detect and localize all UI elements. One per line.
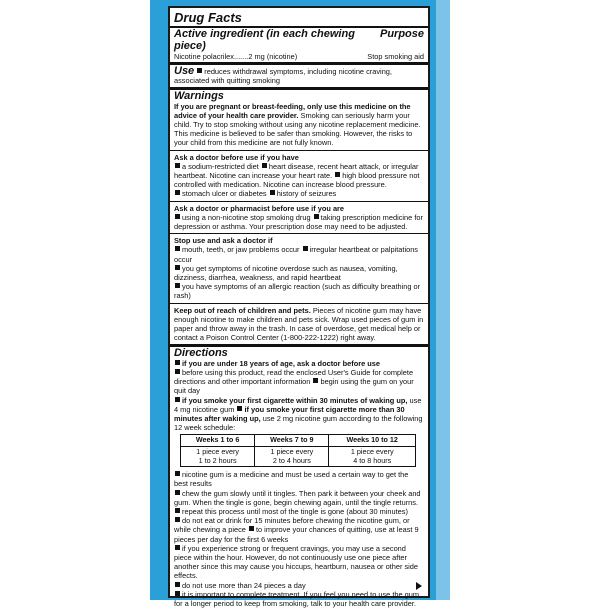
background-left [0, 0, 150, 600]
purpose-text: Stop smoking aid [367, 52, 424, 61]
table-cell [255, 446, 329, 466]
direction-bold: if you smoke your first cigarette within 30 minutes of waking up, [182, 395, 408, 405]
pregnancy-warning-bold: If you are pregnant or breast-feeding, only use this medicine on the advice of your health care provider. [174, 101, 411, 120]
table-header: Weeks 10 to 12 [329, 435, 416, 447]
ask-doctor-item: stomach ulcer or diabetes [182, 189, 267, 199]
direction-item: to improve your chances of quitting, use at least 9 pieces per day for the first 6 weeks [174, 525, 419, 544]
keep-out-text: Pieces of nicotine gum may have enough nicotine to make children and pets sick. Wrap used pieces of gum in paper and throw away in the trash. In case of overdose, get medical help or contact a Poison Control Center (1-800-222-1222) right away. [174, 305, 424, 343]
direction-item: begin using the gum on your quit day [174, 377, 414, 396]
ask-doctor-section [170, 151, 428, 202]
bullet-square-icon [314, 214, 319, 219]
direction-item: nicotine gum is a medicine and must be used a certain way to get the best results [174, 470, 409, 489]
active-ingredient-heading: Active ingredient (in each chewing piece) [174, 28, 355, 52]
use-text: reduces withdrawal symptoms, including nicotine craving, associated with quitting smoking [174, 67, 392, 86]
table-cell-line: 1 piece every [270, 446, 314, 456]
direction-item: do not eat or drink for 15 minutes before chewing the nicotine gum, or while chewing a piece [174, 516, 410, 535]
table-header: Weeks 1 to 6 [181, 435, 255, 447]
direction-item: it is important to complete treatment. If you feel you need to use the gum for a longer period to keep from smoking, talk to your health care provider. [174, 589, 420, 608]
keep-out-of-reach-section [170, 304, 428, 348]
drug-facts-title: Drug Facts [170, 8, 428, 28]
ask-doctor-item: heart disease, recent heart attack, or irregular heartbeat. Nicotine can increase your heart rate. [174, 161, 419, 181]
bullet-square-icon [175, 246, 180, 251]
direction-item: if you are under 18 years of age, ask a doctor before use [182, 358, 380, 368]
bullet-square-icon [175, 591, 180, 596]
stop-use-item: irregular heartbeat or palpitations occur [174, 245, 419, 264]
use-section [170, 65, 428, 90]
table-cell-line: 1 piece every [196, 446, 239, 456]
bullet-square-icon [175, 582, 180, 587]
bullet-square-icon [175, 283, 180, 288]
bullet-square-icon [175, 265, 180, 270]
table-header-row [181, 435, 416, 447]
bullet-square-icon [175, 471, 180, 476]
ask-doctor-item: high blood pressure not controlled with medication. Nicotine can increase blood pressure. [174, 171, 420, 190]
direction-item: if you experience strong or frequent cravings, you may use a second piece within the hour. However, do not continuously use one piece after another since this may cause you hiccups, heartburn, nausea or other side effects. [174, 543, 419, 581]
direction-item: before using this product, read the enclosed User's Guide for complete directions and other important information [174, 367, 414, 387]
stop-use-item: you have symptoms of an allergic reaction (such as difficulty breathing or rash) [174, 282, 421, 301]
table-cell-line: 4 to 8 hours [353, 455, 392, 465]
bullet-square-icon [175, 545, 180, 550]
bullet-square-icon [335, 172, 340, 177]
pregnancy-warning-text: Smoking can seriously harm your child. Try to stop smoking without using any nicotine replacement medicine. This medicine is believed to be safer than smoking. However, the risks to your child from this medicine are not fully known. [174, 110, 421, 148]
ask-doctor-heading: Ask a doctor before use if you have [174, 152, 299, 162]
ask-pharmacist-item: taking prescription medicine for depression or asthma. Your prescription dose may need to be adjusted. [174, 212, 423, 232]
bullet-square-icon [303, 246, 308, 251]
ask-pharmacist-heading: Ask a doctor or pharmacist before use if you are [174, 203, 345, 213]
directions-heading: Directions [174, 347, 228, 360]
direction-bold: if you smoke your first cigarette more than 30 minutes after waking up, [174, 404, 405, 423]
table-header: Weeks 7 to 9 [255, 435, 329, 447]
ask-pharmacist-item: using a non-nicotine stop smoking drug [182, 212, 311, 222]
direction-item: chew the gum slowly until it tingles. Then park it between your cheek and gum. When the tingle is gone, begin chewing again, until the tingle returns. [174, 488, 421, 507]
drug-facts-panel [168, 6, 430, 608]
bullet-square-icon [175, 163, 180, 168]
purpose-heading: Purpose [379, 28, 424, 40]
table-cell-line: 2 to 4 hours [272, 455, 311, 465]
table-cell-line: 1 piece every [350, 446, 394, 456]
bullet-square-icon [175, 517, 180, 522]
keep-out-bold: Keep out of reach of children and pets. [174, 305, 311, 315]
warnings-heading: Warnings [174, 90, 224, 103]
bullet-square-icon [249, 526, 254, 531]
package-light-band [436, 0, 450, 600]
stop-use-item: you get symptoms of nicotine overdose such as nausea, vomiting, dizziness, diarrhea, weakness, and rapid heartbeat [174, 263, 398, 283]
table-cell [329, 446, 416, 466]
bullet-square-icon [197, 68, 202, 73]
bullet-square-icon [313, 378, 318, 383]
ask-doctor-item: history of seizures [276, 189, 337, 199]
ingredient-text: Nicotine polacrilex.......2 mg (nicotine) [174, 52, 298, 61]
active-ingredient-header [170, 28, 428, 52]
directions-section [170, 347, 428, 610]
bullet-square-icon [175, 360, 180, 365]
direction-item: repeat this process until most of the tingle is gone (about 30 minutes) [182, 506, 408, 516]
bullet-square-icon [270, 190, 275, 195]
continued-arrow-icon [416, 582, 422, 590]
bullet-square-icon [175, 214, 180, 219]
stop-use-item: mouth, teeth, or jaw problems occur [182, 245, 300, 255]
warnings-pregnancy [170, 90, 428, 150]
direction-text: use 2 mg nicotine gum according to the following 12 week schedule: [174, 413, 423, 433]
bullet-square-icon [175, 490, 180, 495]
use-heading: Use [174, 65, 195, 77]
bullet-square-icon [175, 397, 180, 402]
direction-text: use 4 mg nicotine gum [174, 395, 422, 414]
table-cell-line: 1 to 2 hours [198, 455, 237, 465]
ask-pharmacist-section [170, 202, 428, 235]
dosing-schedule-table [180, 434, 416, 467]
bullet-square-icon [237, 406, 242, 411]
bullet-square-icon [175, 369, 180, 374]
table-row [181, 446, 416, 466]
bullet-square-icon [175, 508, 180, 513]
direction-item: do not use more than 24 pieces a day [182, 580, 306, 590]
bullet-square-icon [262, 163, 267, 168]
table-cell [181, 446, 255, 466]
stop-use-section [170, 234, 428, 303]
ask-doctor-item: a sodium-restricted diet [182, 161, 259, 171]
stop-use-heading: Stop use and ask a doctor if [174, 236, 273, 246]
active-ingredient-line [170, 52, 428, 65]
bullet-square-icon [175, 190, 180, 195]
